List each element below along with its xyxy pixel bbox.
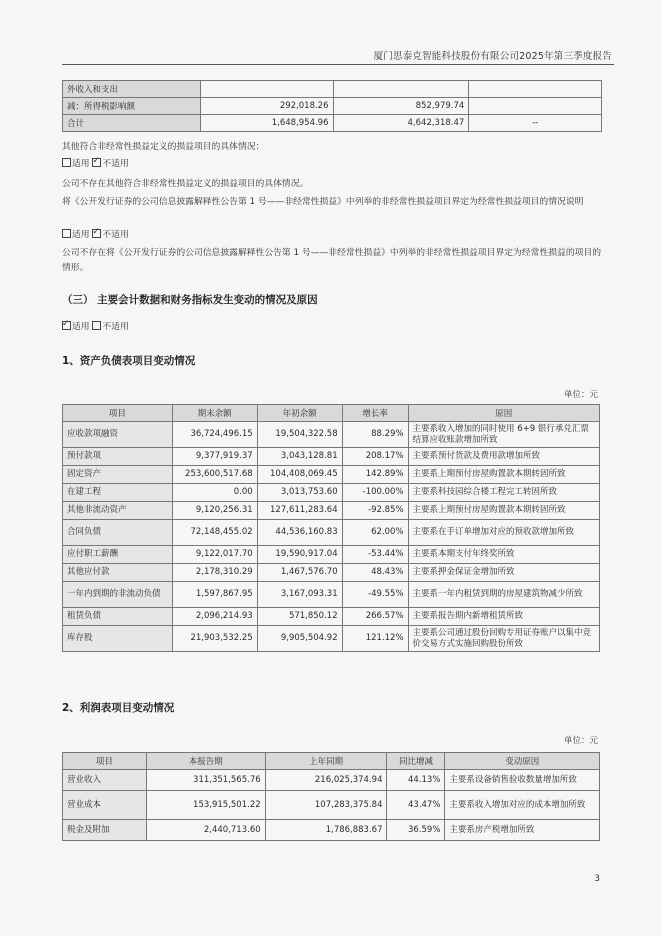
column-header: 上年同期: [265, 753, 387, 770]
cell-begin-balance: 19,504,322.58: [257, 422, 342, 448]
table-row: [63, 115, 602, 132]
table-row: [63, 502, 600, 520]
row-current: 292,018.26: [200, 98, 333, 115]
page-number: 3: [594, 874, 600, 884]
row-current: 1,648,954.96: [200, 115, 333, 132]
cell-reason: 主要系报告期内新增租赁所致: [408, 608, 599, 626]
table-row: [63, 466, 600, 484]
table-row: [63, 608, 600, 626]
cell-begin-balance: 571,850.12: [257, 608, 342, 626]
section-title-changes: （三） 主要会计数据和财务指标发生变动的情况及原因: [62, 294, 318, 306]
table-row: [63, 820, 600, 841]
unit-label: 单位：元: [563, 390, 598, 400]
cell-end-balance: 9,377,919.37: [172, 448, 257, 466]
non-recurring-table: [62, 80, 602, 132]
cell-reason: 主要系房产税增加所致: [445, 820, 600, 841]
table-header-row: [63, 405, 600, 422]
cell-begin-balance: 19,590,917.04: [257, 546, 342, 564]
header-rule: [62, 64, 614, 65]
cell-item: 税金及附加: [63, 820, 147, 841]
unit-label: 单位：元: [563, 736, 598, 746]
row-current: [200, 81, 333, 98]
row-ytd: 852,979.74: [333, 98, 469, 115]
checkbox-label: 适用: [72, 322, 90, 332]
checkbox-not-applicable[interactable]: [92, 158, 101, 167]
table-row: [63, 770, 600, 791]
cell-current-period: 2,440,713.60: [146, 820, 265, 841]
applicability-check-3: [62, 320, 602, 335]
cell-item: 应收款项融资: [63, 422, 173, 448]
cell-growth-rate: -53.44%: [342, 546, 408, 564]
cell-item: 营业收入: [63, 770, 147, 791]
cell-yoy-change: 43.47%: [387, 791, 445, 820]
cell-end-balance: 1,597,867.95: [172, 582, 257, 608]
cell-growth-rate: -49.55%: [342, 582, 408, 608]
cell-begin-balance: 3,043,128.81: [257, 448, 342, 466]
cell-yoy-change: 36.59%: [387, 820, 445, 841]
para-reclassification: 将《公开发行证券的公司信息披露解释性公告第 1 号——非经常性损益》中列举的非经常性损益项目界定为经常性损益项目的情况说明: [62, 197, 584, 207]
balance-sheet-table: [62, 404, 600, 652]
table-row: [63, 81, 602, 98]
column-header: 项目: [63, 405, 173, 422]
para-no-reclassification: 公司不存在将《公开发行证券的公司信息披露解释性公告第 1 号——非经常性损益》中列举的非经常性损益项目界定为经常性损益的项目的情形。: [62, 248, 602, 273]
table-row: [63, 791, 600, 820]
cell-growth-rate: 208.17%: [342, 448, 408, 466]
cell-current-period: 153,915,501.22: [146, 791, 265, 820]
column-header: 同比增减: [387, 753, 445, 770]
table-row: [63, 582, 600, 608]
row-label: 外收入和支出: [63, 81, 201, 98]
cell-begin-balance: 9,905,504.92: [257, 626, 342, 652]
cell-end-balance: 9,122,017.70: [172, 546, 257, 564]
checkbox-label: 不适用: [102, 322, 129, 332]
cell-reason: 主要系收入增加的同时使用 6+9 银行承兑汇票结算应收账款增加所致: [408, 422, 599, 448]
cell-end-balance: 253,600,517.68: [172, 466, 257, 484]
row-note: [469, 98, 602, 115]
cell-item: 合同负债: [63, 520, 173, 546]
cell-prior-period: 107,283,375.84: [265, 791, 387, 820]
cell-yoy-change: 44.13%: [387, 770, 445, 791]
checkbox-applicable[interactable]: [62, 229, 71, 238]
checkbox-label: 不适用: [102, 230, 129, 240]
cell-growth-rate: -92.85%: [342, 502, 408, 520]
checkbox-applicable[interactable]: [62, 321, 71, 330]
cell-reason: 主要系科技园综合楼工程完工转固所致: [408, 484, 599, 502]
section-title-balance: 1、资产负债表项目变动情况: [62, 355, 196, 367]
column-header: 期末余额: [172, 405, 257, 422]
income-statement-table: [62, 752, 600, 841]
cell-growth-rate: -100.00%: [342, 484, 408, 502]
column-header: 增长率: [342, 405, 408, 422]
column-header: 变动原因: [445, 753, 600, 770]
cell-current-period: 311,351,565.76: [146, 770, 265, 791]
cell-growth-rate: 62.00%: [342, 520, 408, 546]
cell-reason: 主要系公司通过股份回购专用证券账户以集中竞价交易方式实施回购股份所致: [408, 626, 599, 652]
cell-growth-rate: 48.43%: [342, 564, 408, 582]
cell-end-balance: 0.00: [172, 484, 257, 502]
cell-end-balance: 21,903,532.25: [172, 626, 257, 652]
table-row: [63, 546, 600, 564]
cell-begin-balance: 3,013,753.60: [257, 484, 342, 502]
cell-growth-rate: 266.57%: [342, 608, 408, 626]
cell-end-balance: 72,148,455.02: [172, 520, 257, 546]
cell-reason: 主要系收入增加对应的成本增加所致: [445, 791, 600, 820]
row-note: [469, 81, 602, 98]
applicability-check-1: [62, 157, 602, 172]
cell-begin-balance: 127,611,283.64: [257, 502, 342, 520]
para-other-items: 其他符合非经常性损益定义的损益项目的具体情况：: [62, 142, 265, 152]
table-row: [63, 626, 600, 652]
table-row: [63, 520, 600, 546]
cell-end-balance: 36,724,496.15: [172, 422, 257, 448]
cell-growth-rate: 121.12%: [342, 626, 408, 652]
column-header: 原因: [408, 405, 599, 422]
cell-item: 其他应付款: [63, 564, 173, 582]
table-row: [63, 564, 600, 582]
cell-reason: 主要系设备销售验收数量增加所致: [445, 770, 600, 791]
cell-item: 营业成本: [63, 791, 147, 820]
column-header: 本报告期: [146, 753, 265, 770]
cell-end-balance: 9,120,256.31: [172, 502, 257, 520]
row-ytd: [333, 81, 469, 98]
table-row: [63, 484, 600, 502]
cell-item: 固定资产: [63, 466, 173, 484]
column-header: 年初余额: [257, 405, 342, 422]
cell-item: 库存股: [63, 626, 173, 652]
row-ytd: 4,642,318.47: [333, 115, 469, 132]
cell-end-balance: 2,096,214.93: [172, 608, 257, 626]
table-row: [63, 448, 600, 466]
cell-reason: 主要系押金保证金增加所致: [408, 564, 599, 582]
cell-reason: 主要系预付货款及费用款增加所致: [408, 448, 599, 466]
cell-reason: 主要系上期预付房屋购置款本期转固所致: [408, 466, 599, 484]
cell-item: 预付款项: [63, 448, 173, 466]
cell-growth-rate: 142.89%: [342, 466, 408, 484]
cell-item: 在建工程: [63, 484, 173, 502]
cell-begin-balance: 104,408,069.45: [257, 466, 342, 484]
row-label: 合计: [63, 115, 201, 132]
cell-item: 一年内到期的非流动负债: [63, 582, 173, 608]
section-title-income: 2、利润表项目变动情况: [62, 702, 175, 714]
cell-item: 租赁负债: [63, 608, 173, 626]
checkbox-applicable[interactable]: [62, 158, 71, 167]
cell-prior-period: 1,786,883.67: [265, 820, 387, 841]
cell-reason: 主要系本期支付年终奖所致: [408, 546, 599, 564]
cell-begin-balance: 1,467,576.70: [257, 564, 342, 582]
checkbox-not-applicable[interactable]: [92, 229, 101, 238]
checkbox-label: 适用: [72, 230, 90, 240]
column-header: 项目: [63, 753, 147, 770]
cell-reason: 主要系一年内租赁到期的房屋建筑物减少所致: [408, 582, 599, 608]
table-row: [63, 98, 602, 115]
table-row: [63, 422, 600, 448]
cell-end-balance: 2,178,310.29: [172, 564, 257, 582]
cell-reason: 主要系在手订单增加对应的预收款增加所致: [408, 520, 599, 546]
cell-begin-balance: 44,536,160.83: [257, 520, 342, 546]
para-no-other-items: 公司不存在其他符合非经常性损益定义的损益项目的具体情况。: [62, 179, 309, 189]
cell-prior-period: 216,025,374.94: [265, 770, 387, 791]
checkbox-not-applicable[interactable]: [92, 321, 101, 330]
checkbox-label: 不适用: [102, 159, 129, 169]
cell-begin-balance: 3,167,093.31: [257, 582, 342, 608]
table-header-row: [63, 753, 600, 770]
checkbox-label: 适用: [72, 159, 90, 169]
cell-reason: 主要系上期预付房屋购置款本期转固所致: [408, 502, 599, 520]
applicability-check-2: [62, 228, 602, 243]
row-label: 减：所得税影响额: [63, 98, 201, 115]
cell-item: 其他非流动资产: [63, 502, 173, 520]
page-header: 厦门思泰克智能科技股份有限公司2025年第三季度报告: [373, 51, 612, 62]
row-note: --: [469, 115, 602, 132]
cell-growth-rate: 88.29%: [342, 422, 408, 448]
cell-item: 应付职工薪酬: [63, 546, 173, 564]
